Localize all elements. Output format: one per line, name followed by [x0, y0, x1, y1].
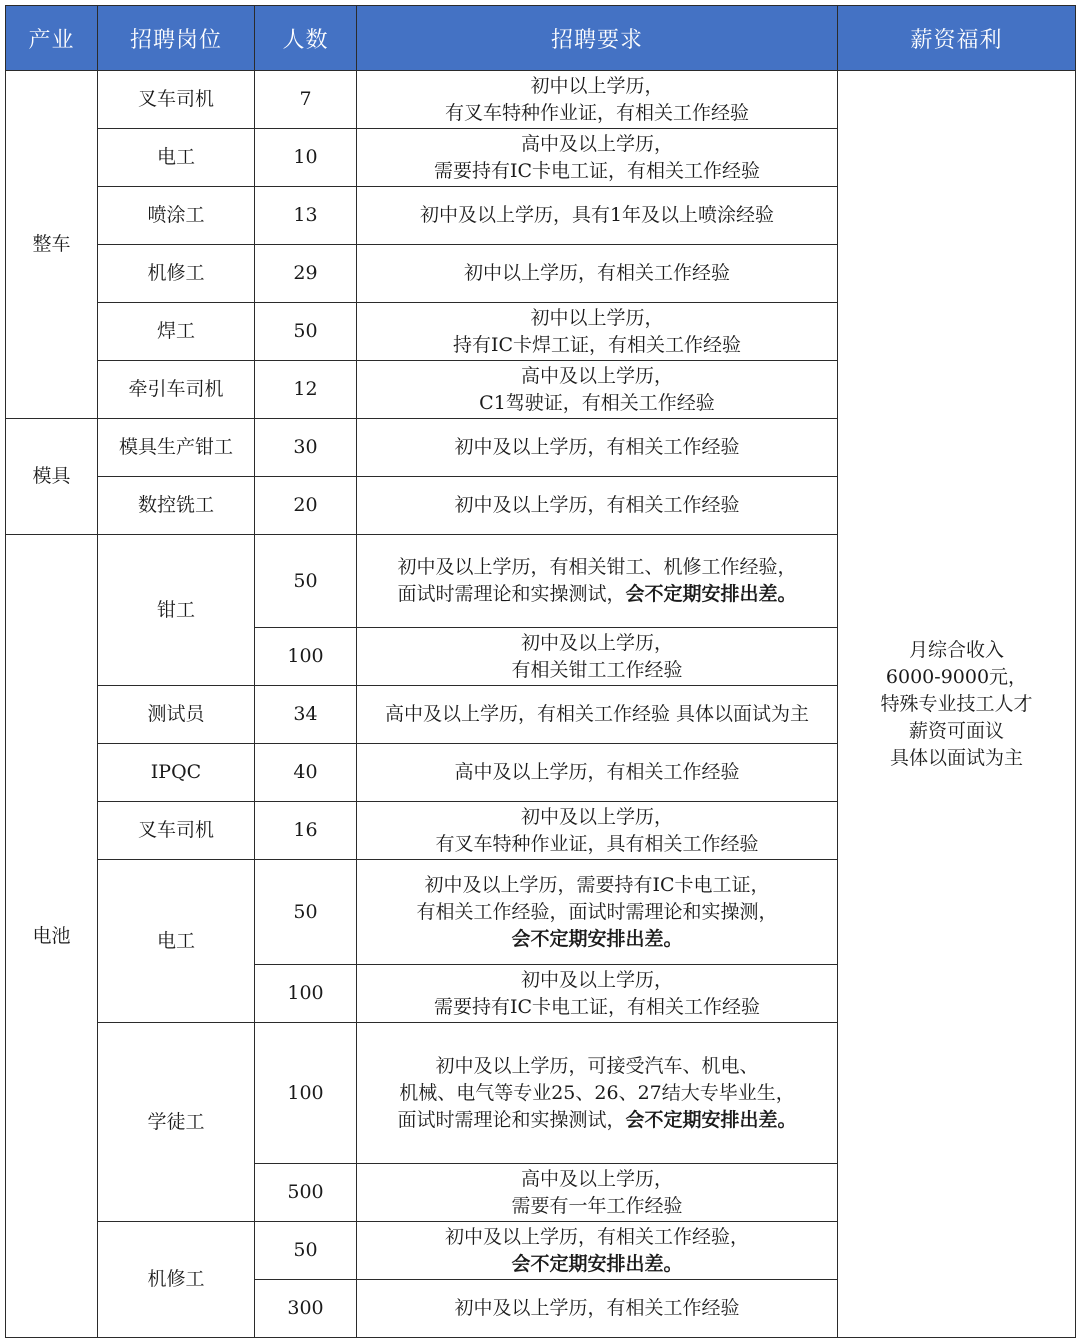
requirement-line: 高中及以上学历，有相关工作经验 具体以面试为主: [384, 703, 810, 725]
position-cell: 喷涂工: [98, 187, 255, 245]
header-requirements: 招聘要求: [357, 6, 838, 71]
requirement-cell: [357, 303, 838, 361]
requirement-line: [361, 1251, 833, 1278]
industry-cell: 模具: [6, 419, 98, 535]
benefit-line: 特殊专业技工人才: [880, 692, 1033, 715]
count-cell: 40: [255, 744, 357, 802]
position-cell: 钳工: [98, 535, 255, 686]
recruitment-table: [5, 5, 1076, 1338]
position-cell: 机修工: [98, 245, 255, 303]
requirement-line: 初中及以上学历，有相关工作经验: [454, 494, 740, 516]
count-cell: 29: [255, 245, 357, 303]
requirement-cell: [357, 1222, 838, 1280]
count-cell: 50: [255, 1222, 357, 1280]
requirement-cell: [357, 419, 838, 477]
requirement-emphasis: 会不定期安排出差。: [625, 1108, 797, 1131]
requirement-line: 高中及以上学历，有相关工作经验: [454, 761, 740, 783]
requirement-cell: [357, 1280, 838, 1338]
requirement-cell: [357, 1164, 838, 1222]
requirement-line: 需要有一年工作经验: [511, 1194, 683, 1217]
requirement-text: 面试时需理论和实操测试，: [397, 1108, 626, 1131]
requirement-line: 初中及以上学历，有相关钳工、机修工作经验，: [397, 556, 797, 578]
count-cell: 50: [255, 303, 357, 361]
requirement-line: 初中及以上学历，具有1年及以上喷涂经验: [419, 204, 775, 226]
position-cell: 焊工: [98, 303, 255, 361]
position-cell: 数控铣工: [98, 477, 255, 535]
requirement-emphasis: 会不定期安排出差。: [625, 583, 797, 605]
position-cell: 模具生产钳工: [98, 419, 255, 477]
benefit-cell: [838, 71, 1076, 1338]
position-cell: 学徒工: [98, 1023, 255, 1222]
count-cell: 100: [255, 628, 357, 686]
requirement-cell: [357, 71, 838, 129]
requirement-line: 高中及以上学历，: [520, 364, 673, 387]
requirement-line: [361, 1107, 833, 1134]
requirement-cell: [357, 965, 838, 1023]
requirement-line: 初中及以上学历，有相关工作经验: [454, 1297, 740, 1319]
requirement-cell: [357, 245, 838, 303]
header-position: 招聘岗位: [98, 6, 255, 71]
position-cell: IPQC: [98, 744, 255, 802]
requirement-cell: [357, 361, 838, 419]
requirement-line: 初中以上学历，: [530, 74, 664, 97]
position-cell: 牵引车司机: [98, 361, 255, 419]
requirement-line: 有相关钳工工作经验: [511, 658, 683, 681]
count-cell: 100: [255, 965, 357, 1023]
benefit-line: 月综合收入: [908, 638, 1004, 661]
table-header-row: [6, 6, 1076, 71]
requirement-line: 初中以上学历，有相关工作经验: [463, 262, 730, 284]
header-benefits: 薪资福利: [838, 6, 1076, 71]
industry-cell: 整车: [6, 71, 98, 419]
requirement-cell: [357, 802, 838, 860]
count-cell: 50: [255, 535, 357, 628]
requirement-cell: [357, 187, 838, 245]
position-cell: 叉车司机: [98, 802, 255, 860]
requirement-line: 初中及以上学历，有相关工作经验: [454, 436, 740, 458]
table-row: [6, 71, 1076, 129]
requirement-line: [361, 926, 833, 953]
requirement-cell: [357, 129, 838, 187]
requirement-cell: [357, 744, 838, 802]
requirement-cell: [357, 535, 838, 628]
requirement-emphasis: 会不定期安排出差。: [511, 1252, 683, 1275]
count-cell: 30: [255, 419, 357, 477]
count-cell: 13: [255, 187, 357, 245]
requirement-line: 需要持有IC卡电工证，有相关工作经验: [433, 159, 761, 182]
benefit-line: 6000-9000元，: [885, 665, 1028, 688]
requirement-cell: [357, 628, 838, 686]
requirement-cell: [357, 686, 838, 744]
count-cell: 50: [255, 860, 357, 965]
count-cell: 10: [255, 129, 357, 187]
position-cell: 机修工: [98, 1222, 255, 1338]
count-cell: 34: [255, 686, 357, 744]
requirement-line: 初中以上学历，: [530, 306, 664, 329]
requirement-line: 初中及以上学历，: [520, 631, 673, 654]
count-cell: 12: [255, 361, 357, 419]
requirement-line: 初中及以上学历，: [520, 968, 673, 991]
requirement-cell: [357, 860, 838, 965]
requirement-emphasis: 会不定期安排出差。: [511, 927, 683, 950]
requirement-line: 有叉车特种作业证，有相关工作经验: [444, 101, 749, 124]
requirement-line: 初中及以上学历，: [520, 805, 673, 828]
requirement-line: 高中及以上学历，: [520, 1167, 673, 1190]
position-cell: 叉车司机: [98, 71, 255, 129]
position-cell: 电工: [98, 129, 255, 187]
count-cell: 100: [255, 1023, 357, 1164]
requirement-cell: [357, 477, 838, 535]
requirement-line: C1驾驶证，有相关工作经验: [479, 391, 715, 414]
requirement-line: 机械、电气等专业25、26、27结大专毕业生，: [399, 1081, 795, 1104]
requirement-line: 需要持有IC卡电工证，有相关工作经验: [433, 995, 761, 1018]
count-cell: 20: [255, 477, 357, 535]
position-cell: 测试员: [98, 686, 255, 744]
position-cell: 电工: [98, 860, 255, 1023]
count-cell: 7: [255, 71, 357, 129]
count-cell: 500: [255, 1164, 357, 1222]
benefit-line: 具体以面试为主: [889, 746, 1023, 769]
header-industry: 产业: [6, 6, 98, 71]
count-cell: 300: [255, 1280, 357, 1338]
count-cell: 16: [255, 802, 357, 860]
industry-cell: 电池: [6, 535, 98, 1338]
requirement-line: 高中及以上学历，: [520, 132, 673, 155]
requirement-line: 初中及以上学历，需要持有IC卡电工证，: [424, 873, 770, 896]
benefit-line: 薪资可面议: [908, 719, 1004, 742]
requirement-cell: [357, 1023, 838, 1164]
header-count: 人数: [255, 6, 357, 71]
requirement-line: 初中及以上学历，可接受汽车、机电、: [435, 1054, 759, 1077]
requirement-line: [361, 581, 833, 608]
requirement-line: 有相关工作经验，面试时需理论和实操测，: [416, 900, 778, 923]
requirement-text: 面试时需理论和实操测试，: [397, 583, 626, 605]
requirement-line: 初中及以上学历，有相关工作经验，: [444, 1225, 749, 1248]
requirement-line: 持有IC卡焊工证，有相关工作经验: [452, 333, 742, 356]
requirement-line: 有叉车特种作业证，具有相关工作经验: [435, 832, 759, 855]
